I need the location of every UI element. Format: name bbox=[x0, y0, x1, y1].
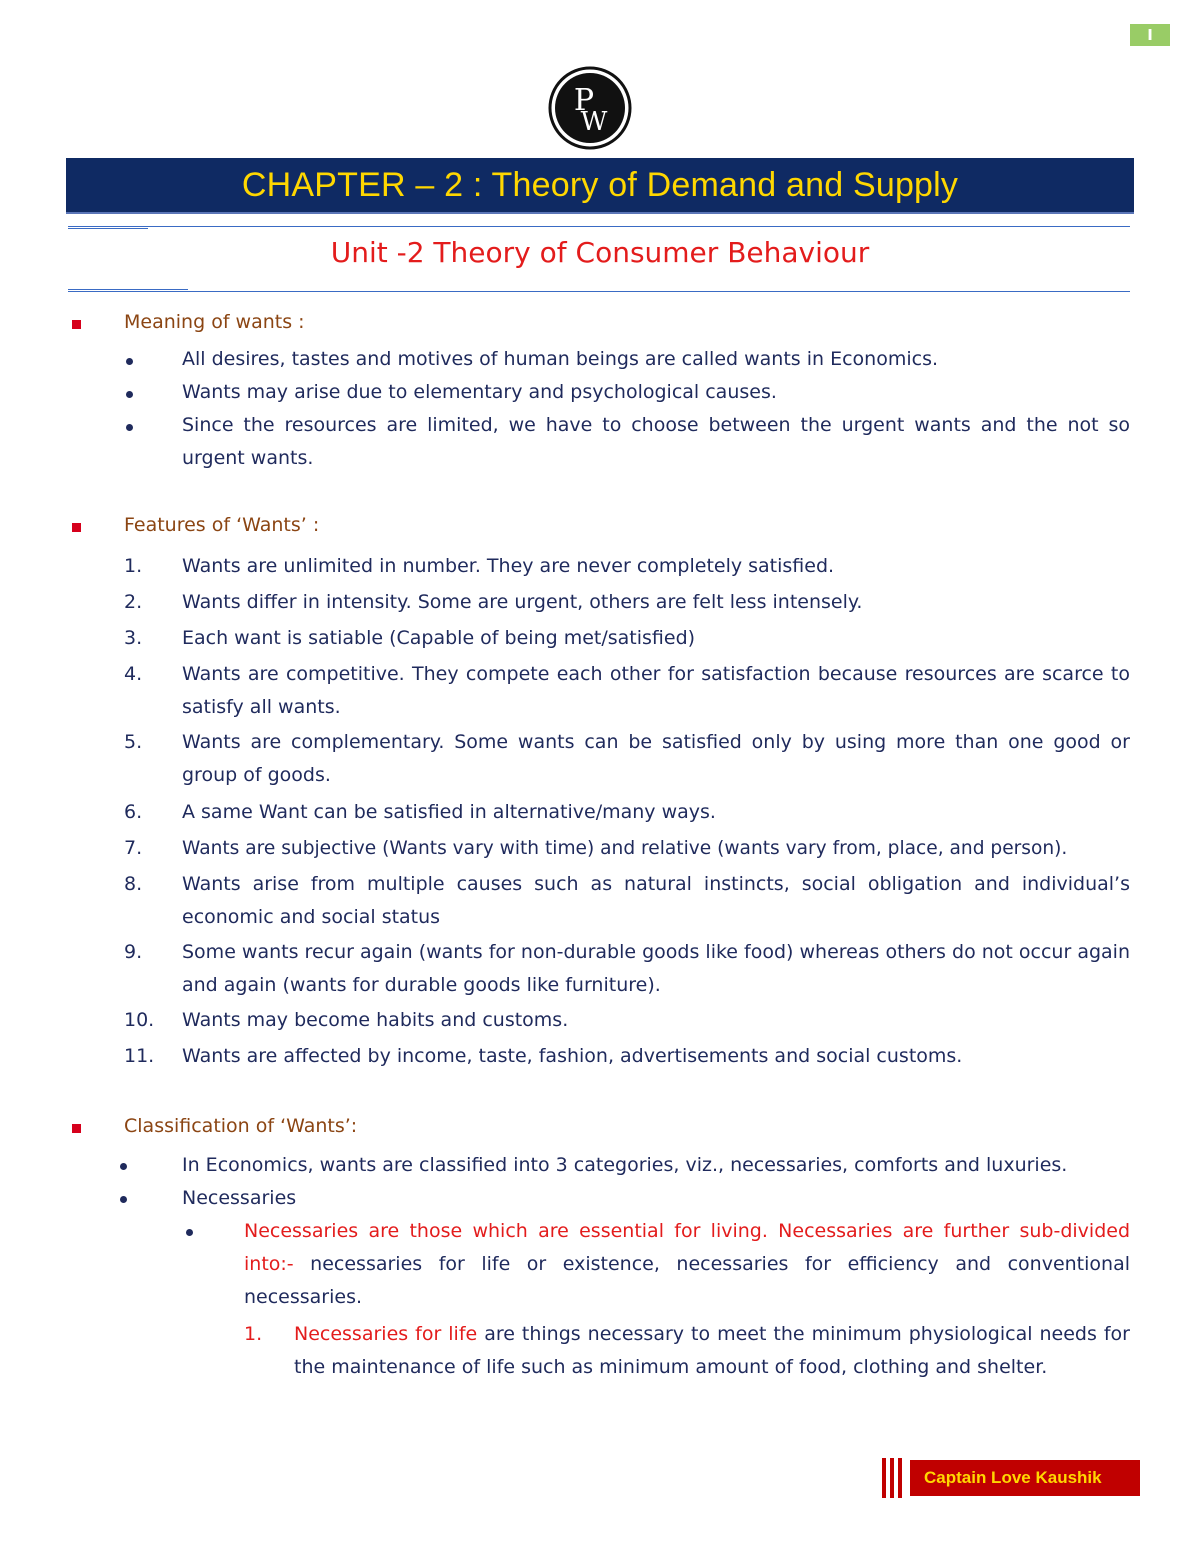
list-item: Each want is satiable (Capable of being met/satisfied) bbox=[182, 627, 696, 649]
list-item: Wants are complementary. Some wants can be satisfied only by using more than one good or group of goods. bbox=[182, 731, 1130, 786]
bullet-icon bbox=[120, 1163, 127, 1170]
divider-bottom-accent bbox=[68, 289, 188, 290]
section-heading-classification: Classification of ‘Wants’: bbox=[124, 1115, 358, 1137]
list-item: Necessaries bbox=[182, 1187, 297, 1209]
bullet-icon bbox=[126, 424, 133, 431]
bullet-icon bbox=[186, 1229, 193, 1236]
list-item: Wants may arise due to elementary and psychological causes. bbox=[182, 381, 777, 403]
item-number: 3. bbox=[124, 627, 143, 649]
item-number: 11. bbox=[124, 1045, 155, 1067]
sub-item-number: 1. bbox=[244, 1323, 263, 1345]
list-item: Wants may become habits and customs. bbox=[182, 1009, 569, 1031]
divider-top-accent bbox=[68, 228, 148, 229]
list-item: In Economics, wants are classified into 3 categories, viz., necessaries, comforts and luxuries. bbox=[182, 1154, 1068, 1176]
item-number: 4. bbox=[124, 663, 143, 685]
sub-sub-list-item bbox=[294, 1318, 1130, 1384]
item-number: 9. bbox=[124, 941, 143, 963]
list-item: Wants are affected by income, taste, fashion, advertisements and social customs. bbox=[182, 1045, 963, 1067]
list-item: Wants differ in intensity. Some are urgent, others are felt less intensely. bbox=[182, 591, 863, 613]
item-number: 7. bbox=[124, 837, 143, 859]
section-marker-icon bbox=[72, 523, 81, 532]
list-item: Wants are unlimited in number. They are never completely satisfied. bbox=[182, 555, 835, 577]
list-item: A same Want can be satisfied in alternative/many ways. bbox=[182, 801, 716, 823]
sub-sub-list-item-highlight: Necessaries for life bbox=[294, 1323, 478, 1345]
logo-letter-w: W bbox=[580, 107, 608, 137]
list-item: Wants are competitive. They compete each other for satisfaction because resources are scarce to satisfy all wants. bbox=[182, 663, 1130, 718]
list-item: Wants arise from multiple causes such as natural instincts, social obligation and individual’s economic and social status bbox=[182, 873, 1130, 928]
item-number: 5. bbox=[124, 731, 143, 753]
item-number: 8. bbox=[124, 873, 143, 895]
sub-list-item-rest: necessaries for life or existence, necessaries for efficiency and conventional necessaries. bbox=[244, 1253, 1130, 1308]
chapter-title: CHAPTER – 2 : Theory of Demand and Supply bbox=[66, 158, 1134, 214]
sub-list-item-highlight: Necessaries are those which are essential for living. Necessaries are further sub-divided into:- bbox=[244, 1220, 1130, 1275]
list-item: Wants are subjective (Wants vary with time) and relative (wants vary from, place, and person). bbox=[182, 838, 1068, 859]
footer-stripes bbox=[882, 1458, 904, 1498]
pw-logo bbox=[548, 66, 632, 150]
bullet-icon bbox=[126, 358, 133, 365]
footer-author: Captain Love Kaushik bbox=[910, 1460, 1140, 1496]
section-heading-features: Features of ‘Wants’ : bbox=[124, 514, 320, 536]
list-item: Some wants recur again (wants for non-durable goods like food) whereas others do not occur again and again (wants for durable goods like furniture). bbox=[182, 941, 1130, 996]
logo-letter-p: P bbox=[573, 83, 595, 118]
item-number: 2. bbox=[124, 591, 143, 613]
divider-top bbox=[68, 226, 1130, 227]
unit-title: Unit -2 Theory of Consumer Behaviour bbox=[330, 236, 870, 269]
item-number: 6. bbox=[124, 801, 143, 823]
bullet-icon bbox=[120, 1196, 127, 1203]
item-number: 1. bbox=[124, 555, 143, 577]
sub-sub-list-item-rest: are things necessary to meet the minimum physiological needs for the maintenance of life such as minimum amount of food, clothing and shelter. bbox=[294, 1323, 1130, 1378]
sub-list-item bbox=[244, 1215, 1130, 1314]
section-marker-icon bbox=[72, 1124, 81, 1133]
section-heading-meaning: Meaning of wants : bbox=[124, 311, 305, 333]
divider-bottom bbox=[68, 291, 1130, 292]
section-marker-icon bbox=[72, 320, 81, 329]
list-item: All desires, tastes and motives of human beings are called wants in Economics. bbox=[182, 348, 939, 370]
item-number: 10. bbox=[124, 1009, 155, 1031]
list-item: Since the resources are limited, we have to choose between the urgent wants and the not so urgent wants. bbox=[182, 414, 1130, 469]
page-number-badge: I bbox=[1130, 24, 1170, 46]
bullet-icon bbox=[126, 391, 133, 398]
